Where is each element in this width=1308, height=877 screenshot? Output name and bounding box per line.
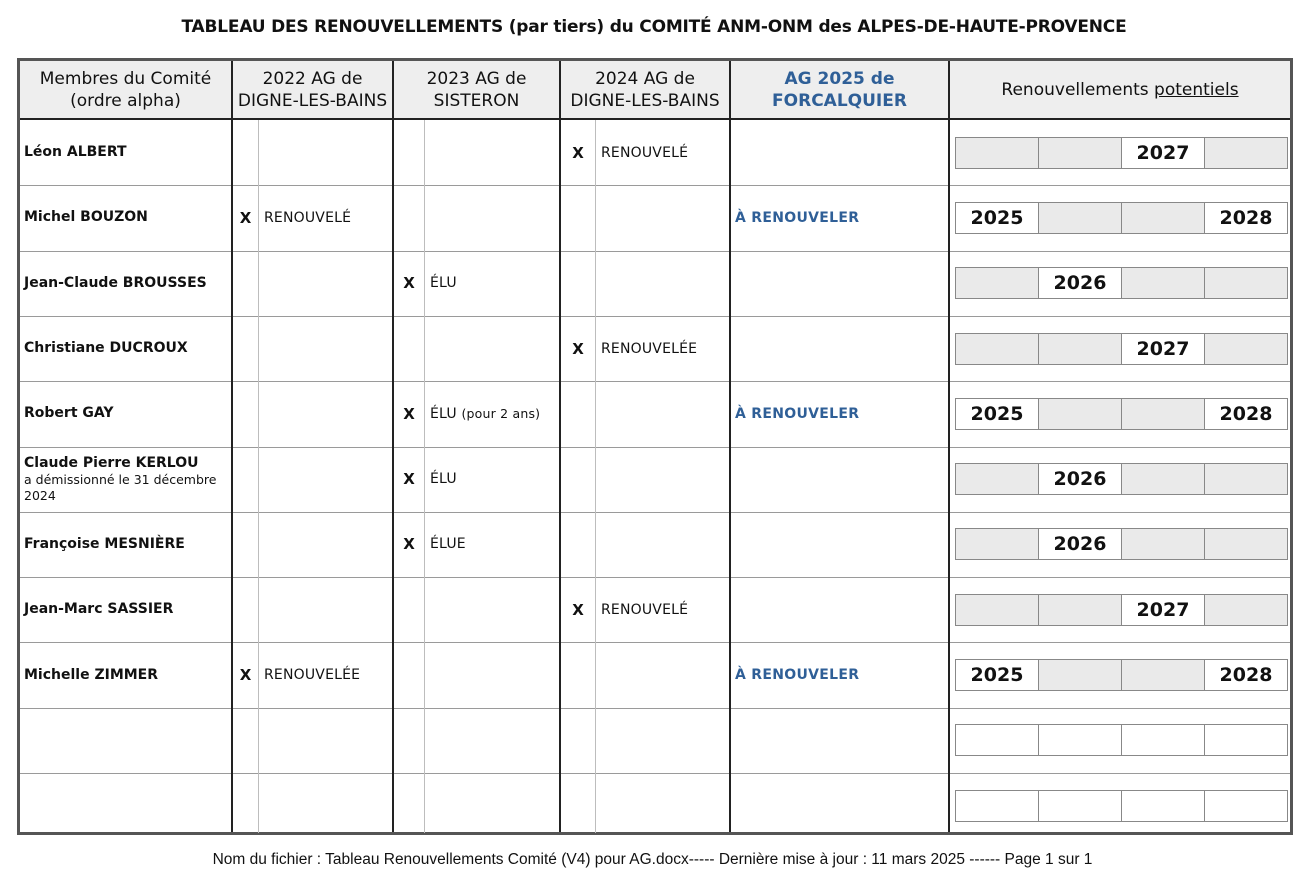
ag-2025-status: À RENOUVELER bbox=[735, 405, 860, 422]
mark-2022 bbox=[233, 381, 258, 446]
status-2024: RENOUVELÉE bbox=[601, 340, 698, 357]
renewal-year-box bbox=[1122, 791, 1205, 821]
mark-2023 bbox=[394, 120, 424, 185]
status-2023 bbox=[430, 773, 557, 838]
status-2023 bbox=[430, 577, 557, 642]
table-row bbox=[20, 577, 1290, 642]
mark-2023 bbox=[394, 708, 424, 773]
status-2022 bbox=[264, 381, 390, 446]
table-row bbox=[20, 185, 1290, 250]
status-2023 bbox=[430, 185, 557, 250]
status-2023 bbox=[430, 708, 557, 773]
renewal-year-box bbox=[1122, 660, 1205, 690]
renewal-year-box bbox=[1205, 138, 1287, 168]
ag-2025-status bbox=[735, 512, 946, 577]
subdivider bbox=[595, 120, 596, 833]
renewal-year-box bbox=[1039, 725, 1122, 755]
ag-2025-status bbox=[735, 316, 946, 381]
subdivider bbox=[424, 120, 425, 833]
renewal-year-box bbox=[1039, 595, 1122, 625]
status-2024 bbox=[601, 185, 727, 250]
mark-2022: X bbox=[239, 666, 252, 685]
mark-2022: X bbox=[239, 208, 252, 227]
mark-2022 bbox=[233, 316, 258, 381]
mark-2023 bbox=[394, 185, 424, 250]
status-2024 bbox=[601, 708, 727, 773]
status-2023: ÉLU bbox=[430, 275, 457, 292]
table-row bbox=[20, 447, 1290, 512]
renewal-year-box bbox=[1122, 464, 1205, 494]
mark-2024: X bbox=[572, 143, 584, 162]
status-2022: RENOUVELÉ bbox=[264, 209, 352, 226]
renewal-year-box: 2025 bbox=[956, 660, 1039, 690]
renewal-years bbox=[955, 790, 1288, 822]
ag-2025-status bbox=[735, 251, 946, 316]
row-separator bbox=[20, 316, 1290, 317]
renewal-year-box bbox=[956, 464, 1039, 494]
divider bbox=[392, 61, 394, 832]
mark-2022 bbox=[233, 577, 258, 642]
status-2023: ÉLU bbox=[430, 471, 457, 488]
status-2022 bbox=[264, 251, 390, 316]
renewal-year-box: 2028 bbox=[1205, 660, 1287, 690]
mark-2023: X bbox=[403, 274, 415, 293]
status-2024: RENOUVELÉ bbox=[601, 144, 689, 161]
renewal-year-box bbox=[1205, 595, 1287, 625]
mark-2024 bbox=[561, 251, 595, 316]
mark-2022 bbox=[233, 447, 258, 512]
renewal-year-box: 2025 bbox=[956, 203, 1039, 233]
mark-2022 bbox=[233, 708, 258, 773]
header-members: Membres du Comité (ordre alpha) bbox=[39, 68, 212, 111]
mark-2023 bbox=[394, 577, 424, 642]
status-2023 bbox=[430, 120, 557, 185]
status-2022 bbox=[264, 447, 390, 512]
row-separator bbox=[20, 577, 1290, 578]
table-row bbox=[20, 316, 1290, 381]
renewal-year-box: 2026 bbox=[1039, 464, 1122, 494]
mark-2024 bbox=[561, 708, 595, 773]
status-2024 bbox=[601, 642, 727, 707]
renewal-year-box bbox=[956, 725, 1039, 755]
table-row bbox=[20, 512, 1290, 577]
divider bbox=[559, 61, 561, 832]
status-2022 bbox=[264, 708, 390, 773]
renewal-year-box bbox=[956, 529, 1039, 559]
status-2022 bbox=[264, 512, 390, 577]
renewal-year-box: 2028 bbox=[1205, 203, 1287, 233]
table-row bbox=[20, 381, 1290, 446]
renewal-year-box: 2025 bbox=[956, 399, 1039, 429]
divider bbox=[948, 61, 950, 832]
header-ag-2025: AG 2025 de FORCALQUIER bbox=[772, 68, 907, 111]
ag-2025-status: À RENOUVELER bbox=[735, 667, 860, 684]
mark-2024 bbox=[561, 512, 595, 577]
member-name: Michel BOUZON bbox=[24, 209, 148, 226]
renewal-year-box bbox=[1039, 138, 1122, 168]
renewal-years bbox=[955, 137, 1288, 169]
mark-2024 bbox=[561, 642, 595, 707]
status-2024: RENOUVELÉ bbox=[601, 601, 689, 618]
renewal-year-box bbox=[1122, 268, 1205, 298]
renewal-year-box: 2026 bbox=[1039, 529, 1122, 559]
member-name: Christiane DUCROUX bbox=[24, 340, 188, 357]
mark-2023: X bbox=[403, 470, 415, 489]
mark-2022 bbox=[233, 773, 258, 838]
renewal-year-box bbox=[1039, 334, 1122, 364]
row-separator bbox=[20, 185, 1290, 186]
row-separator bbox=[20, 708, 1290, 709]
mark-2022 bbox=[233, 251, 258, 316]
status-2024 bbox=[601, 447, 727, 512]
row-separator bbox=[20, 642, 1290, 643]
ag-2025-status bbox=[735, 773, 946, 838]
renewal-year-box: 2026 bbox=[1039, 268, 1122, 298]
mark-2023 bbox=[394, 316, 424, 381]
mark-2023: X bbox=[403, 535, 415, 554]
status-2022 bbox=[264, 120, 390, 185]
renewal-year-box: 2027 bbox=[1122, 595, 1205, 625]
row-separator bbox=[20, 381, 1290, 382]
status-2023-extra: (pour 2 ans) bbox=[461, 406, 541, 422]
ag-2025-status bbox=[735, 120, 946, 185]
renewal-years bbox=[955, 528, 1288, 560]
renewal-year-box bbox=[956, 138, 1039, 168]
mark-2023 bbox=[394, 773, 424, 838]
table-row bbox=[20, 120, 1290, 185]
mark-2022 bbox=[233, 120, 258, 185]
renewal-year-box bbox=[956, 595, 1039, 625]
mark-2023 bbox=[394, 642, 424, 707]
header-ag-2023: 2023 AG de SISTERON bbox=[426, 68, 527, 111]
renewal-year-box: 2028 bbox=[1205, 399, 1287, 429]
mark-2024: X bbox=[572, 600, 584, 619]
subdivider bbox=[258, 120, 259, 833]
member-name: Jean-Claude BROUSSES bbox=[24, 274, 207, 291]
renewal-year-box bbox=[1039, 660, 1122, 690]
table-row bbox=[20, 773, 1290, 838]
renewal-year-box bbox=[1039, 203, 1122, 233]
member-name: Jean-Marc SASSIER bbox=[24, 601, 174, 618]
table-row bbox=[20, 708, 1290, 773]
status-2023 bbox=[430, 642, 557, 707]
status-2022 bbox=[264, 316, 390, 381]
status-2024 bbox=[601, 512, 727, 577]
renewal-year-box bbox=[956, 268, 1039, 298]
member-name: Léon ALBERT bbox=[24, 144, 127, 161]
renewal-year-box bbox=[1039, 791, 1122, 821]
status-2024 bbox=[601, 773, 727, 838]
status-2022 bbox=[264, 577, 390, 642]
renewal-year-box bbox=[1205, 529, 1287, 559]
mark-2024: X bbox=[572, 339, 584, 358]
row-separator bbox=[20, 773, 1290, 774]
renewal-years bbox=[955, 333, 1288, 365]
renewal-year-box bbox=[1122, 725, 1205, 755]
row-separator bbox=[20, 251, 1290, 252]
status-2022 bbox=[264, 773, 390, 838]
renewals-table bbox=[17, 58, 1293, 835]
mark-2024 bbox=[561, 773, 595, 838]
member-name: Françoise MESNIÈRE bbox=[24, 535, 185, 552]
divider bbox=[729, 61, 731, 832]
member-name: Claude Pierre KERLOU a démissionné le 31 décembre 2024 bbox=[24, 447, 232, 512]
renewal-year-box bbox=[956, 791, 1039, 821]
renewal-year-box bbox=[1205, 464, 1287, 494]
renewal-years bbox=[955, 202, 1288, 234]
renewal-year-box bbox=[1039, 399, 1122, 429]
header-potential-renewals: Renouvellements potentiels bbox=[1001, 79, 1239, 100]
renewal-years bbox=[955, 594, 1288, 626]
table-row bbox=[20, 251, 1290, 316]
ag-2025-status bbox=[735, 708, 946, 773]
renewal-year-box bbox=[1205, 791, 1287, 821]
mark-2024 bbox=[561, 447, 595, 512]
renewal-year-box bbox=[1205, 268, 1287, 298]
renewal-year-box bbox=[1122, 529, 1205, 559]
status-2022: RENOUVELÉE bbox=[264, 667, 361, 684]
ag-2025-status: À RENOUVELER bbox=[735, 209, 860, 226]
renewal-years bbox=[955, 398, 1288, 430]
renewal-years bbox=[955, 267, 1288, 299]
renewal-years bbox=[955, 463, 1288, 495]
member-name bbox=[24, 708, 232, 773]
status-2024 bbox=[601, 251, 727, 316]
member-name: Michelle ZIMMER bbox=[24, 666, 159, 683]
status-2023: ÉLUE bbox=[430, 536, 466, 553]
renewal-year-box bbox=[956, 334, 1039, 364]
page-footer: Nom du fichier : Tableau Renouvellements Comité (V4) pour AG.docx----- Dernière mise à jour : 11 mars 2025 ------ Page 1 sur 1 bbox=[212, 851, 1093, 868]
row-separator bbox=[20, 447, 1290, 448]
mark-2024 bbox=[561, 185, 595, 250]
mark-2023: X bbox=[403, 404, 415, 423]
member-name: Robert GAY bbox=[24, 405, 114, 422]
header-separator bbox=[20, 118, 1290, 120]
member-name bbox=[24, 773, 232, 838]
renewal-year-box bbox=[1122, 203, 1205, 233]
renewal-years bbox=[955, 659, 1288, 691]
renewal-year-box bbox=[1205, 334, 1287, 364]
renewal-year-box: 2027 bbox=[1122, 334, 1205, 364]
renewal-year-box bbox=[1122, 399, 1205, 429]
ag-2025-status bbox=[735, 447, 946, 512]
status-2023 bbox=[430, 316, 557, 381]
status-2023: ÉLU (pour 2 ans) bbox=[430, 405, 541, 422]
renewal-years bbox=[955, 724, 1288, 756]
mark-2024 bbox=[561, 381, 595, 446]
document-title: TABLEAU DES RENOUVELLEMENTS (par tiers) du COMITÉ ANM-ONM des ALPES-DE-HAUTE-PROVENCE bbox=[181, 17, 1127, 37]
table-row bbox=[20, 642, 1290, 707]
mark-2022 bbox=[233, 512, 258, 577]
member-note: a démissionné le 31 décembre 2024 bbox=[24, 471, 217, 503]
renewal-year-box: 2027 bbox=[1122, 138, 1205, 168]
renewal-year-box bbox=[1205, 725, 1287, 755]
row-separator bbox=[20, 512, 1290, 513]
status-2024 bbox=[601, 381, 727, 446]
ag-2025-status bbox=[735, 577, 946, 642]
header-ag-2024: 2024 AG de DIGNE-LES-BAINS bbox=[570, 68, 720, 111]
divider bbox=[231, 61, 233, 832]
header-ag-2022: 2022 AG de DIGNE-LES-BAINS bbox=[237, 68, 388, 111]
